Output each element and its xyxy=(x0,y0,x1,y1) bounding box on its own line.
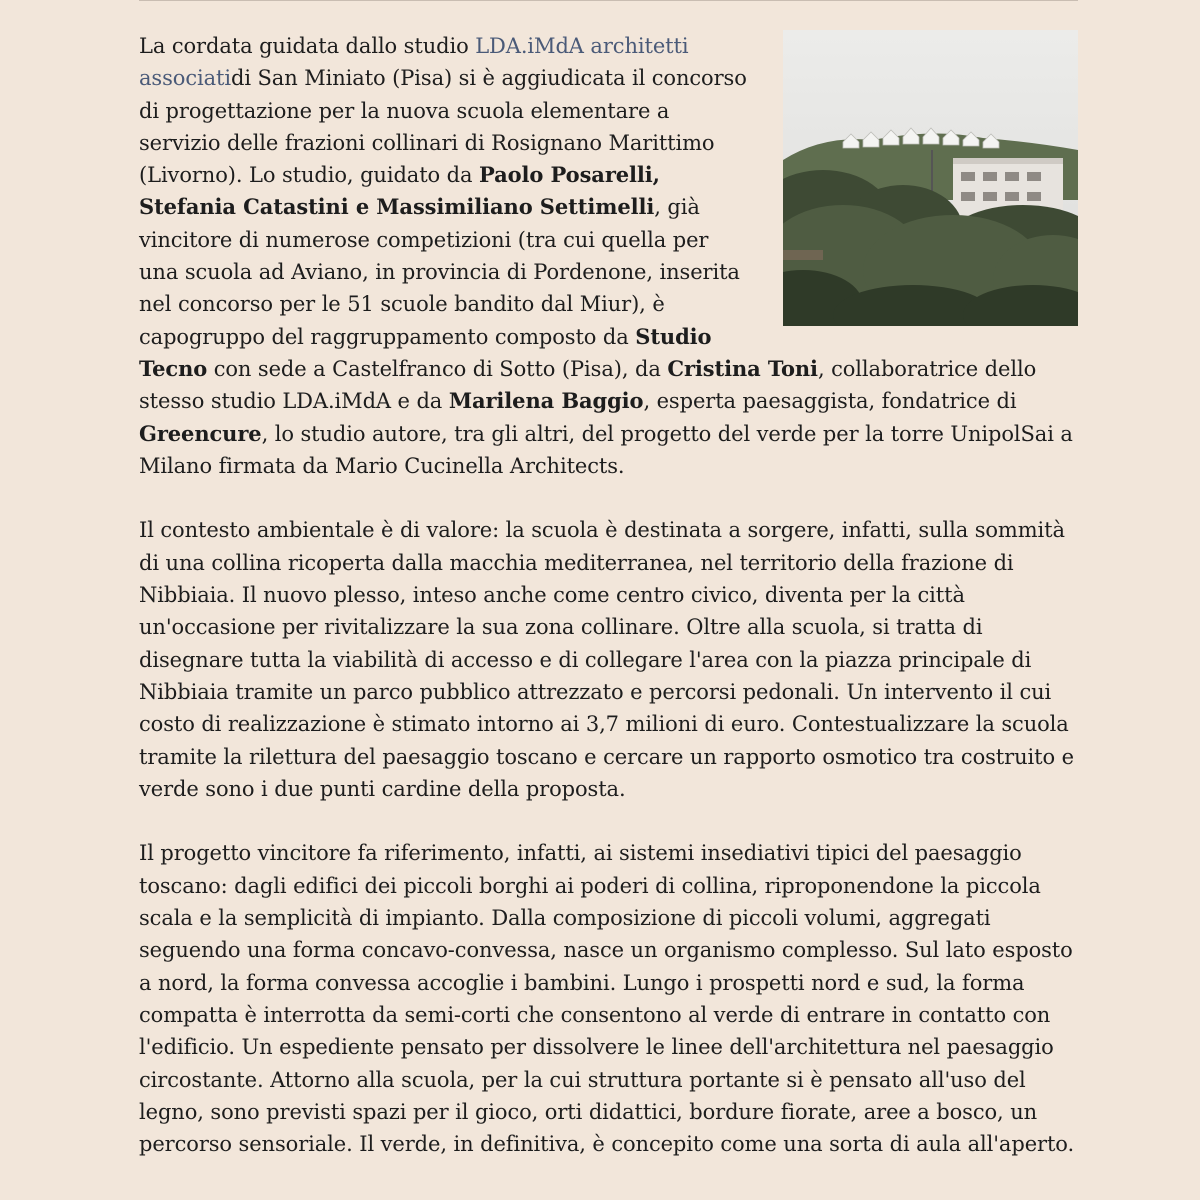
bold-greencure: Greencure xyxy=(139,420,262,446)
article-photo xyxy=(783,30,1078,326)
bold-marilena-baggio: Marilena Baggio xyxy=(448,388,644,414)
text-span: , lo studio autore, tra gli altri, del progetto del verde per la torre UnipolSai a Milano firmata da Mario Cucinella Architects. xyxy=(139,421,1073,478)
bold-studio-tecno: Studio Tecno xyxy=(139,323,712,381)
text-span: di San Miniato (Pisa) si è aggiudicata il concorso di progettazione per la nuova scuola elementare a servizio delle frazioni collinari di Rosignano Marittimo (Livorno). Lo studio, guidato da xyxy=(139,66,747,188)
paragraph-2: Il contesto ambientale è di valore: la scuola è destinata a sorgere, infatti, sulla sommità di una collina ricoperta dalla macchia mediterranea, nel territorio della frazione di Nibbiaia. Il nuovo plesso, inteso anche come centro civico, diventa per la città un'occasione per rivitalizzare la sua zona collinare. Oltre alla scuola, si tratta di disegnare tutta la viabilità di accesso e di collegare l'area con la piazza principale di Nibbiaia tramite un parco pubblico attrezzato e percorsi pedonali. Un intervento il cui costo di realizzazione è stimato intorno ai 3,7 milioni di euro. Contestualizzare la scuola tramite la rilettura del paesaggio toscano e cercare un rapporto osmotico tra costruito e verde sono i due punti cardine della proposta. xyxy=(139,518,1074,801)
studio-link[interactable]: LDA.iMdA architetti associati xyxy=(139,34,689,91)
text-span: , già vincitore di numerose competizioni (tra cui quella per una scuola ad Aviano, in provincia di Pordenone, inserita nel concorso per le 51 scuole bandito dal Miur), è capogruppo del raggruppamento composto da xyxy=(139,195,740,349)
top-divider xyxy=(139,0,1078,1)
text-span: con sede a Castelfranco di Sotto (Pisa), da xyxy=(207,356,668,381)
bold-names: Paolo Posarelli, Stefania Catastini e Massimiliano Settimelli xyxy=(139,162,660,220)
text-span: , collaboratrice dello stesso studio LDA.iMdA e da xyxy=(139,356,1037,414)
text-span: , esperta paesaggista, fondatrice di xyxy=(643,389,1017,414)
paragraph-1 xyxy=(139,30,1078,482)
bold-cristina-toni: Cristina Toni xyxy=(667,355,818,381)
text-span: La cordata guidata dallo studio xyxy=(139,34,476,58)
paragraph-3: Il progetto vincitore fa riferimento, infatti, ai sistemi insediativi tipici del paesaggio toscano: dagli edifici dei piccoli borghi ai poderi di collina, riproponendone la piccola scala e la semplicità di impianto. Dalla composizione di piccoli volumi, aggregati seguendo una forma concavo-convessa, nasce un organismo complesso. Sul lato esposto a nord, la forma convessa accoglie i bambini. Lungo i prospetti nord e sud, la forma compatta è interrotta da semi-corti che consentono al verde di entrare in contatto con l'edificio. Un espediente pensato per dissolvere le linee dell'architettura nel paesaggio circostante. Attorno alla scuola, per la cui struttura portante si è pensato all'uso del legno, sono previsti spazi per il gioco, orti didattici, bordure fiorate, aree a bosco, un percorso sensoriale. Il verde, in definitiva, è concepito come una sorta di aula all'aperto. xyxy=(139,841,1075,1157)
